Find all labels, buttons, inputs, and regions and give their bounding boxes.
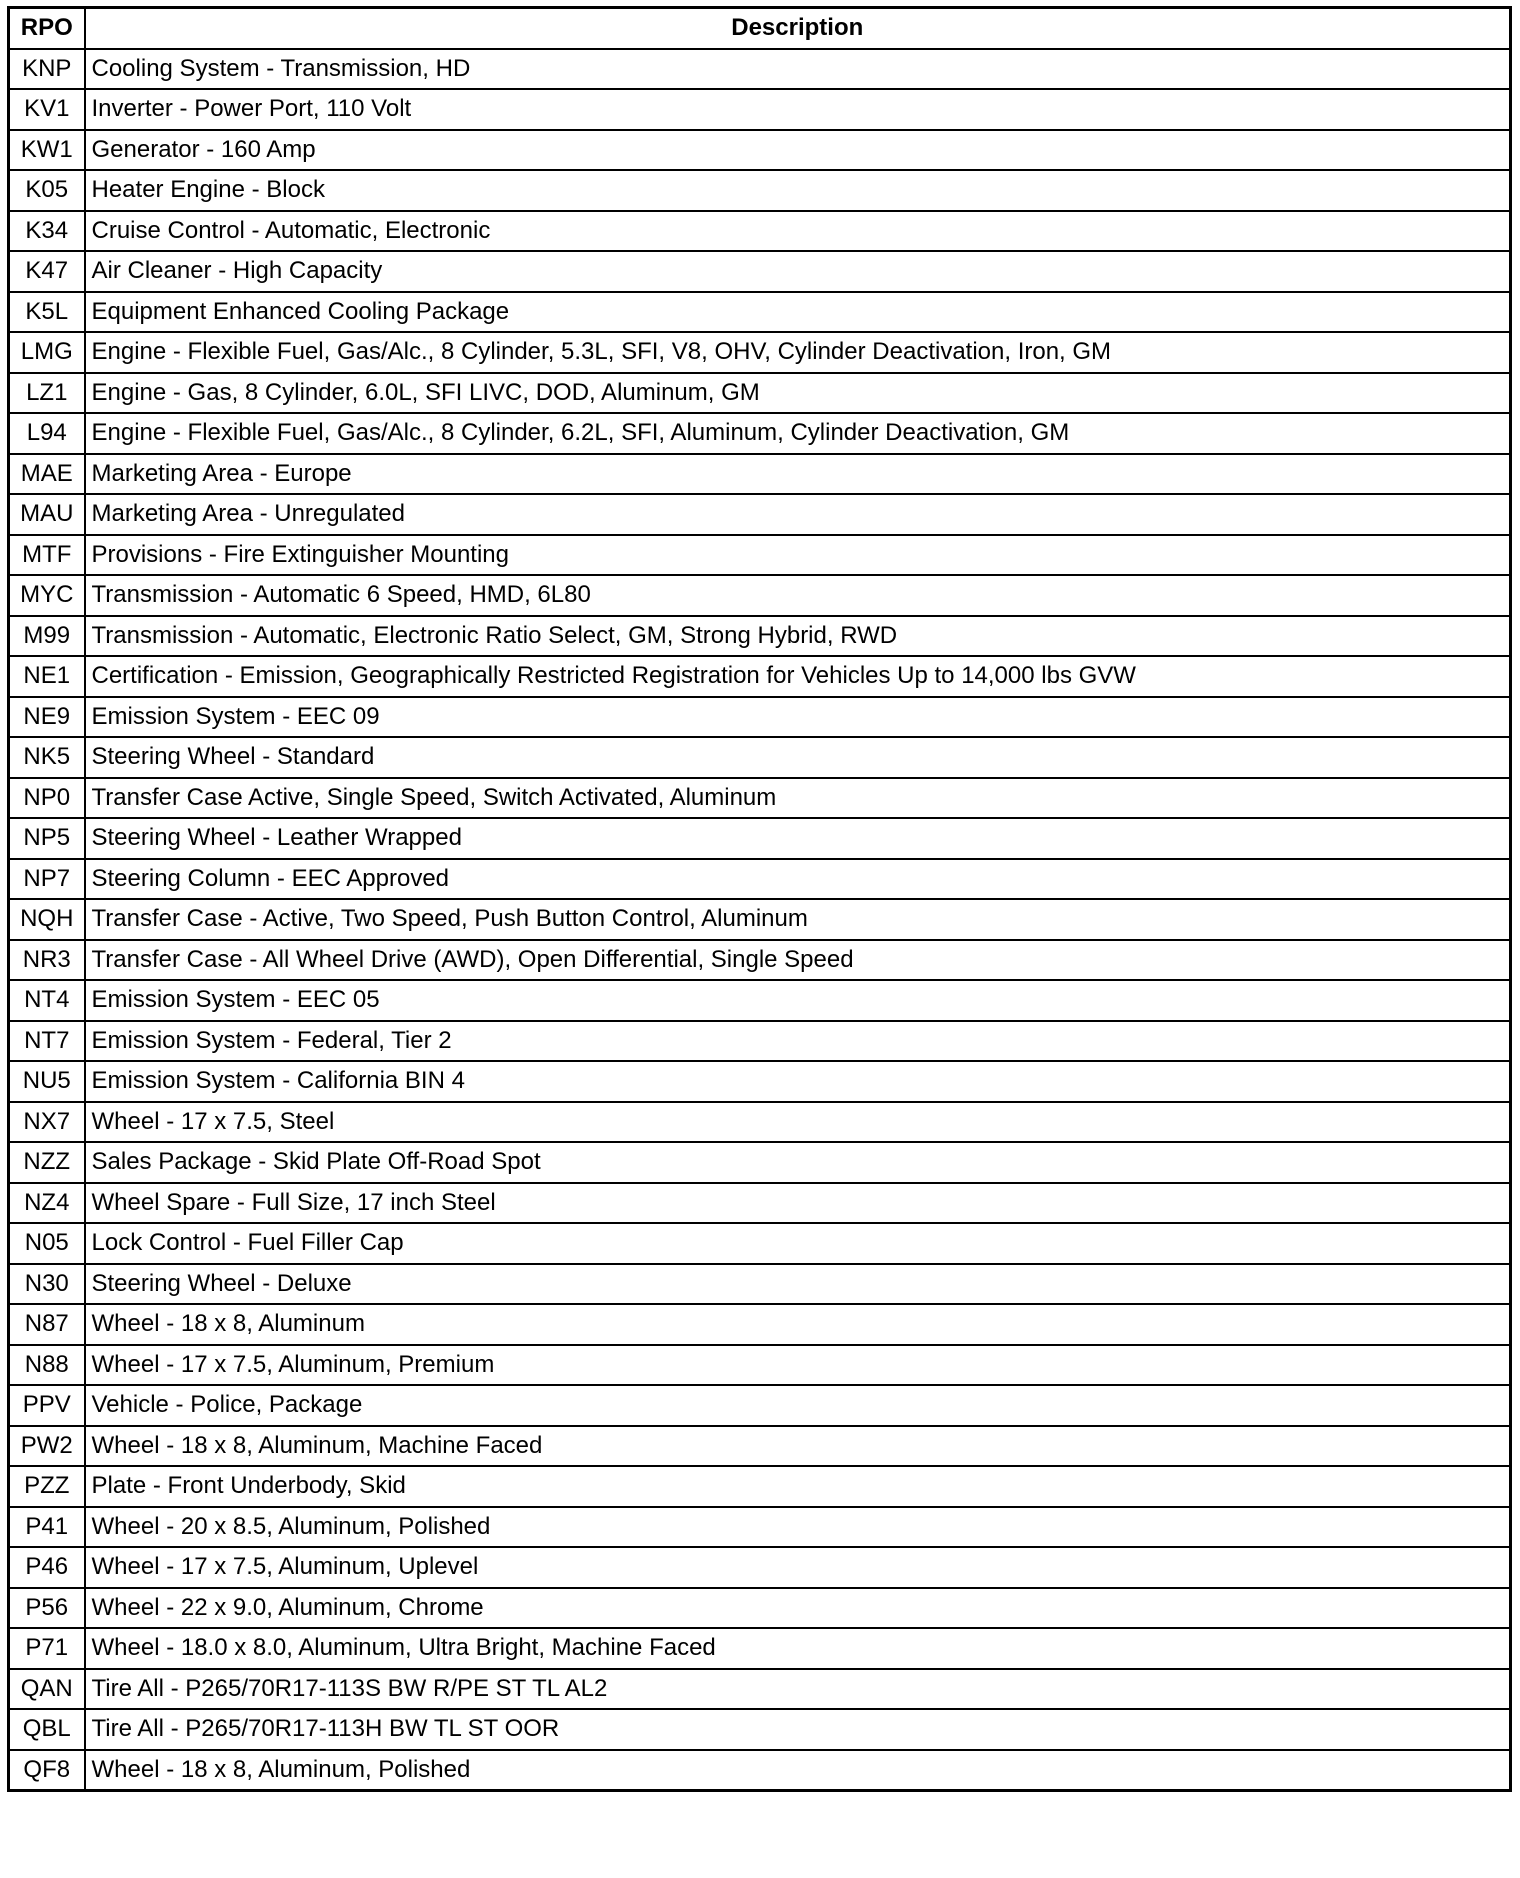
rpo-code-cell: LZ1: [9, 373, 85, 414]
description-cell: Transfer Case Active, Single Speed, Switch Activated, Aluminum: [85, 778, 1511, 819]
rpo-code-cell: N87: [9, 1304, 85, 1345]
table-row: [9, 1102, 1511, 1143]
rpo-code-cell: M99: [9, 616, 85, 657]
rpo-code-cell: K34: [9, 211, 85, 252]
table-row: [9, 1588, 1511, 1629]
table-row: [9, 454, 1511, 495]
table-row: [9, 899, 1511, 940]
description-cell: Engine - Flexible Fuel, Gas/Alc., 8 Cylinder, 5.3L, SFI, V8, OHV, Cylinder Deactivation, Iron, GM: [85, 332, 1511, 373]
table-row: [9, 1385, 1511, 1426]
description-cell: Emission System - California BIN 4: [85, 1061, 1511, 1102]
table-body: [9, 49, 1511, 1791]
description-cell: Wheel - 20 x 8.5, Aluminum, Polished: [85, 1507, 1511, 1548]
table-row: [9, 1304, 1511, 1345]
table-row: [9, 1709, 1511, 1750]
rpo-code-cell: NT4: [9, 980, 85, 1021]
rpo-code-cell: P46: [9, 1547, 85, 1588]
table-row: [9, 778, 1511, 819]
description-cell: Emission System - Federal, Tier 2: [85, 1021, 1511, 1062]
rpo-code-cell: K47: [9, 251, 85, 292]
table-row: [9, 980, 1511, 1021]
description-cell: Plate - Front Underbody, Skid: [85, 1466, 1511, 1507]
table-row: [9, 49, 1511, 90]
rpo-code-cell: NE9: [9, 697, 85, 738]
table-row: [9, 89, 1511, 130]
table-row: [9, 332, 1511, 373]
table-row: [9, 940, 1511, 981]
rpo-code-cell: NQH: [9, 899, 85, 940]
description-cell: Sales Package - Skid Plate Off-Road Spot: [85, 1142, 1511, 1183]
description-cell: Emission System - EEC 09: [85, 697, 1511, 738]
description-cell: Transmission - Automatic 6 Speed, HMD, 6L80: [85, 575, 1511, 616]
rpo-code-cell: MAU: [9, 494, 85, 535]
table-row: [9, 1466, 1511, 1507]
description-cell: Wheel Spare - Full Size, 17 inch Steel: [85, 1183, 1511, 1224]
rpo-code-cell: NX7: [9, 1102, 85, 1143]
description-cell: Transfer Case - Active, Two Speed, Push Button Control, Aluminum: [85, 899, 1511, 940]
table-row: [9, 535, 1511, 576]
rpo-code-cell: NR3: [9, 940, 85, 981]
table-row: [9, 616, 1511, 657]
table-row: [9, 818, 1511, 859]
header-rpo: RPO: [9, 8, 85, 49]
table-row: [9, 211, 1511, 252]
table-row: [9, 1345, 1511, 1386]
rpo-code-cell: QBL: [9, 1709, 85, 1750]
rpo-code-cell: P71: [9, 1628, 85, 1669]
description-cell: Wheel - 18.0 x 8.0, Aluminum, Ultra Bright, Machine Faced: [85, 1628, 1511, 1669]
description-cell: Vehicle - Police, Package: [85, 1385, 1511, 1426]
table-row: [9, 1750, 1511, 1791]
rpo-code-cell: N05: [9, 1223, 85, 1264]
description-cell: Wheel - 18 x 8, Aluminum, Machine Faced: [85, 1426, 1511, 1467]
description-cell: Certification - Emission, Geographically Restricted Registration for Vehicles Up to 14,000 lbs GVW: [85, 656, 1511, 697]
rpo-table: [7, 6, 1512, 1792]
table-row: [9, 1183, 1511, 1224]
rpo-code-cell: NU5: [9, 1061, 85, 1102]
description-cell: Steering Column - EEC Approved: [85, 859, 1511, 900]
description-cell: Cooling System - Transmission, HD: [85, 49, 1511, 90]
rpo-code-cell: NZZ: [9, 1142, 85, 1183]
rpo-code-cell: P56: [9, 1588, 85, 1629]
table-row: [9, 170, 1511, 211]
table-row: [9, 859, 1511, 900]
rpo-code-cell: PZZ: [9, 1466, 85, 1507]
description-cell: Tire All - P265/70R17-113H BW TL ST OOR: [85, 1709, 1511, 1750]
description-cell: Generator - 160 Amp: [85, 130, 1511, 171]
table-row: [9, 1061, 1511, 1102]
rpo-code-cell: NE1: [9, 656, 85, 697]
description-cell: Emission System - EEC 05: [85, 980, 1511, 1021]
table-row: [9, 737, 1511, 778]
description-cell: Marketing Area - Europe: [85, 454, 1511, 495]
table-row: [9, 1142, 1511, 1183]
rpo-code-cell: QF8: [9, 1750, 85, 1791]
rpo-code-cell: NK5: [9, 737, 85, 778]
rpo-code-cell: QAN: [9, 1669, 85, 1710]
description-cell: Wheel - 17 x 7.5, Aluminum, Uplevel: [85, 1547, 1511, 1588]
table-row: [9, 656, 1511, 697]
description-cell: Wheel - 22 x 9.0, Aluminum, Chrome: [85, 1588, 1511, 1629]
table-row: [9, 1507, 1511, 1548]
rpo-code-cell: KNP: [9, 49, 85, 90]
rpo-code-cell: NZ4: [9, 1183, 85, 1224]
rpo-code-cell: PW2: [9, 1426, 85, 1467]
description-cell: Steering Wheel - Leather Wrapped: [85, 818, 1511, 859]
description-cell: Lock Control - Fuel Filler Cap: [85, 1223, 1511, 1264]
rpo-code-cell: NP7: [9, 859, 85, 900]
rpo-code-cell: MAE: [9, 454, 85, 495]
rpo-code-cell: MTF: [9, 535, 85, 576]
description-cell: Air Cleaner - High Capacity: [85, 251, 1511, 292]
description-cell: Inverter - Power Port, 110 Volt: [85, 89, 1511, 130]
table-row: [9, 1628, 1511, 1669]
description-cell: Wheel - 18 x 8, Aluminum, Polished: [85, 1750, 1511, 1791]
rpo-code-cell: KV1: [9, 89, 85, 130]
rpo-code-cell: K05: [9, 170, 85, 211]
description-cell: Provisions - Fire Extinguisher Mounting: [85, 535, 1511, 576]
rpo-code-cell: N88: [9, 1345, 85, 1386]
description-cell: Steering Wheel - Standard: [85, 737, 1511, 778]
rpo-code-cell: NT7: [9, 1021, 85, 1062]
table-row: [9, 1426, 1511, 1467]
description-cell: Engine - Flexible Fuel, Gas/Alc., 8 Cylinder, 6.2L, SFI, Aluminum, Cylinder Deactivation, GM: [85, 413, 1511, 454]
header-row: [9, 8, 1511, 49]
rpo-code-cell: MYC: [9, 575, 85, 616]
table-header: [9, 8, 1511, 49]
description-cell: Wheel - 17 x 7.5, Steel: [85, 1102, 1511, 1143]
description-cell: Cruise Control - Automatic, Electronic: [85, 211, 1511, 252]
table-row: [9, 494, 1511, 535]
table-row: [9, 575, 1511, 616]
description-cell: Heater Engine - Block: [85, 170, 1511, 211]
description-cell: Transfer Case - All Wheel Drive (AWD), Open Differential, Single Speed: [85, 940, 1511, 981]
rpo-code-cell: L94: [9, 413, 85, 454]
table-row: [9, 1547, 1511, 1588]
description-cell: Engine - Gas, 8 Cylinder, 6.0L, SFI LIVC, DOD, Aluminum, GM: [85, 373, 1511, 414]
table-row: [9, 697, 1511, 738]
rpo-code-cell: N30: [9, 1264, 85, 1305]
rpo-code-cell: LMG: [9, 332, 85, 373]
rpo-code-cell: PPV: [9, 1385, 85, 1426]
rpo-code-cell: K5L: [9, 292, 85, 333]
rpo-code-cell: KW1: [9, 130, 85, 171]
table-row: [9, 292, 1511, 333]
description-cell: Steering Wheel - Deluxe: [85, 1264, 1511, 1305]
description-cell: Wheel - 17 x 7.5, Aluminum, Premium: [85, 1345, 1511, 1386]
rpo-code-cell: NP0: [9, 778, 85, 819]
table-row: [9, 130, 1511, 171]
rpo-code-cell: NP5: [9, 818, 85, 859]
table-row: [9, 1021, 1511, 1062]
description-cell: Equipment Enhanced Cooling Package: [85, 292, 1511, 333]
table-row: [9, 1223, 1511, 1264]
table-row: [9, 413, 1511, 454]
description-cell: Tire All - P265/70R17-113S BW R/PE ST TL AL2: [85, 1669, 1511, 1710]
table-row: [9, 1264, 1511, 1305]
header-description: Description: [85, 8, 1511, 49]
description-cell: Transmission - Automatic, Electronic Ratio Select, GM, Strong Hybrid, RWD: [85, 616, 1511, 657]
description-cell: Marketing Area - Unregulated: [85, 494, 1511, 535]
table-row: [9, 1669, 1511, 1710]
description-cell: Wheel - 18 x 8, Aluminum: [85, 1304, 1511, 1345]
table-row: [9, 373, 1511, 414]
rpo-code-cell: P41: [9, 1507, 85, 1548]
table-row: [9, 251, 1511, 292]
